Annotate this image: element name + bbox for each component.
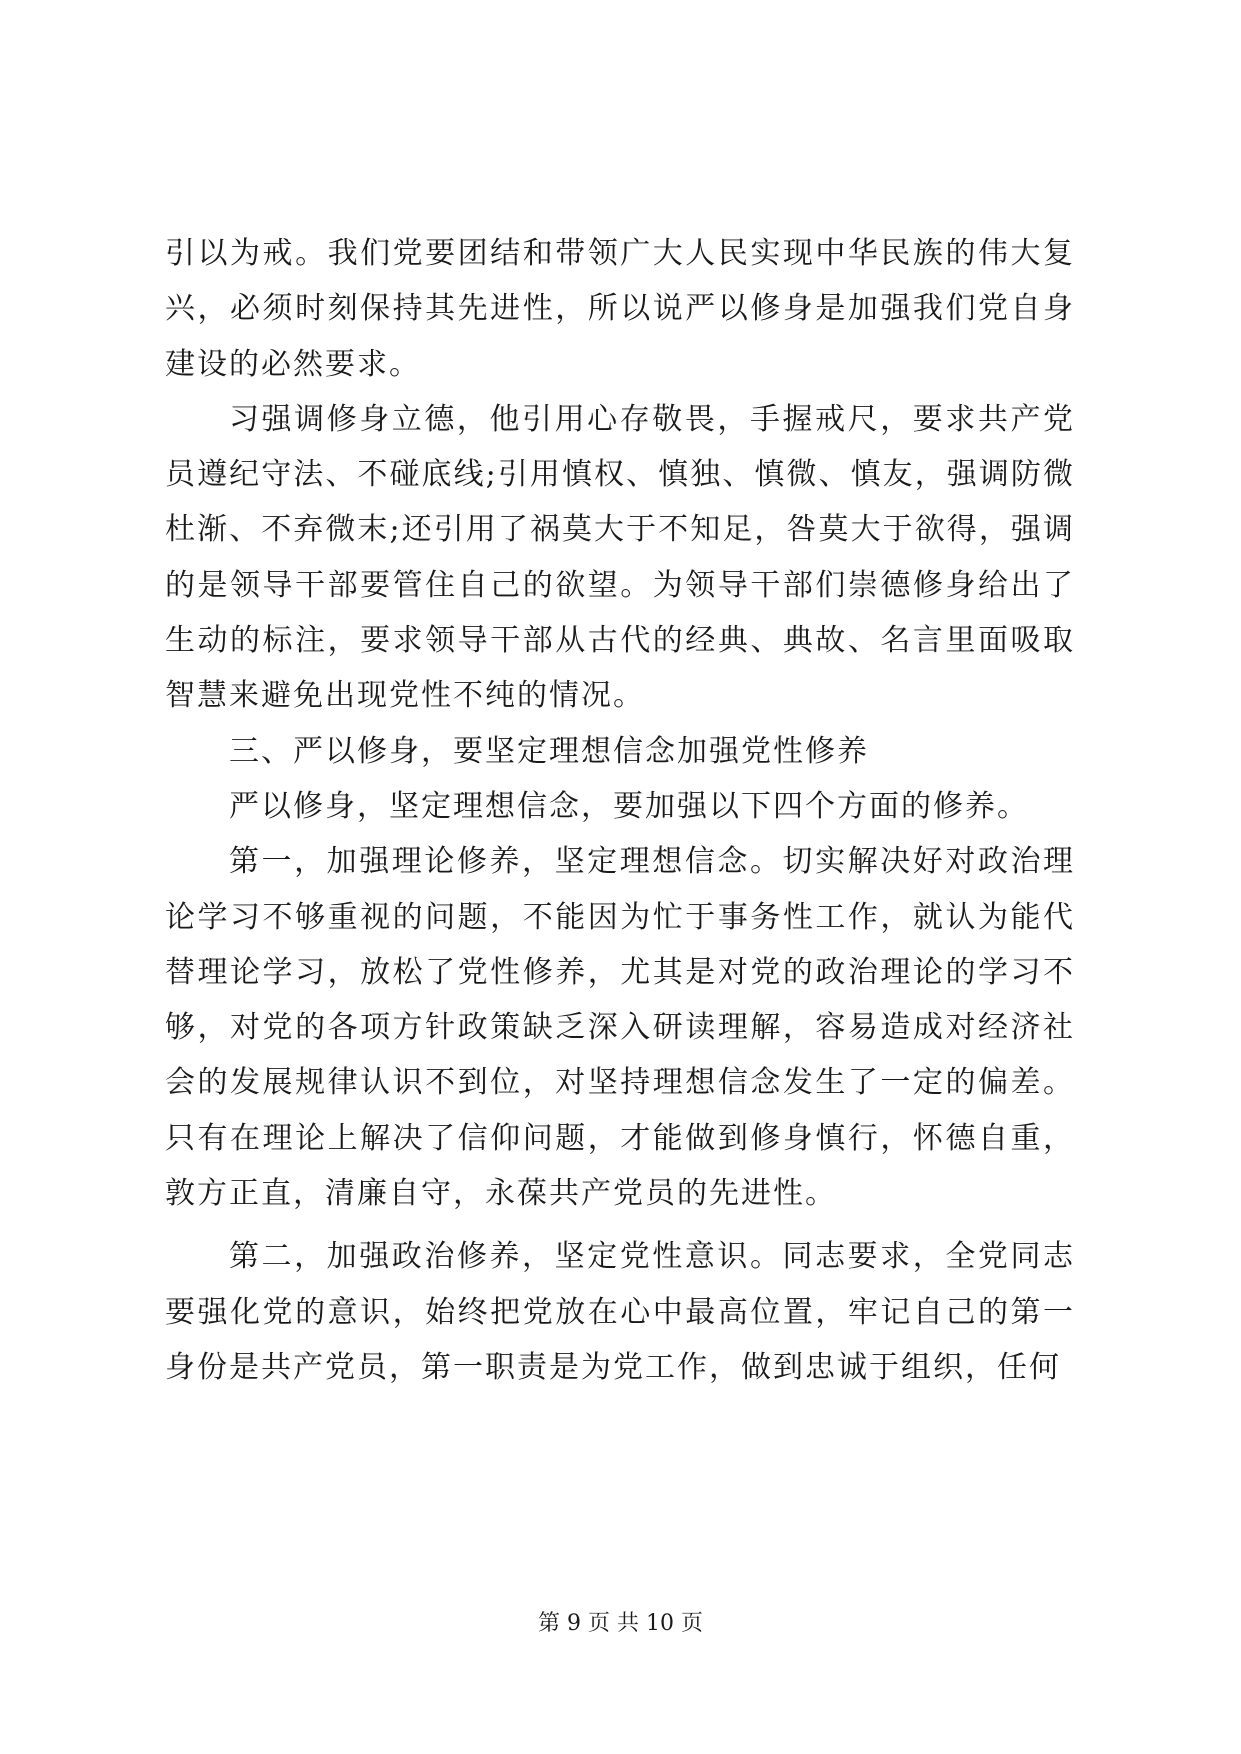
paragraph-3: 严以修身，坚定理想信念，要加强以下四个方面的修养。 [229, 788, 1029, 824]
paragraph-4: 第一，加强理论修养，坚定理想信念。切实解决好对政治理论学习不够重视的问题，不能因为忙于事务性工作，就认为能代替理论学习，放松了党性修养，尤其是对党的政治理论的学习不够，对党的各项方针政策缺乏深入研读理解，容易造成对经济社会的发展规律认识不到位，对坚持理想信念发生了一定的偏差。只有在理论上解决了信仰问题，才能做到修身慎行，怀德自重，敦方正直，清廉自守，永葆共产党员的先进性。 [165, 844, 1075, 1212]
paragraph-5: 第二，加强政治修养，坚定党性意识。同志要求，全党同志要强化党的意识，始终把党放在心中最高位置，牢记自己的第一身份是共产党员，第一职责是为党工作，做到忠诚于组织，任何 [165, 1239, 1075, 1385]
paragraph-2: 习强调修身立德，他引用心存敬畏，手握戒尺，要求共产党员遵纪守法、不碰底线;引用慎权、慎独、慎微、慎友，强调防微杜渐、不弃微末;还引用了祸莫大于不知足，咎莫大于欲得，强调的是领导干部要管住自己的欲望。为领导干部们崇德修身给出了生动的标注，要求领导干部从古代的经典、典故、名言里面吸取智慧来避免出现党性不纯的情况。 [165, 401, 1075, 714]
document-body [165, 226, 1075, 1395]
section-heading: 三、严以修身，要坚定理想信念加强党性修养 [229, 733, 869, 769]
page-number-footer: 第 9 页 共 10 页 [538, 1611, 703, 1636]
paragraph-1: 引以为戒。我们党要团结和带领广大人民实现中华民族的伟大复兴，必须时刻保持其先进性，所以说严以修身是加强我们党自身建设的必然要求。 [165, 236, 1075, 382]
